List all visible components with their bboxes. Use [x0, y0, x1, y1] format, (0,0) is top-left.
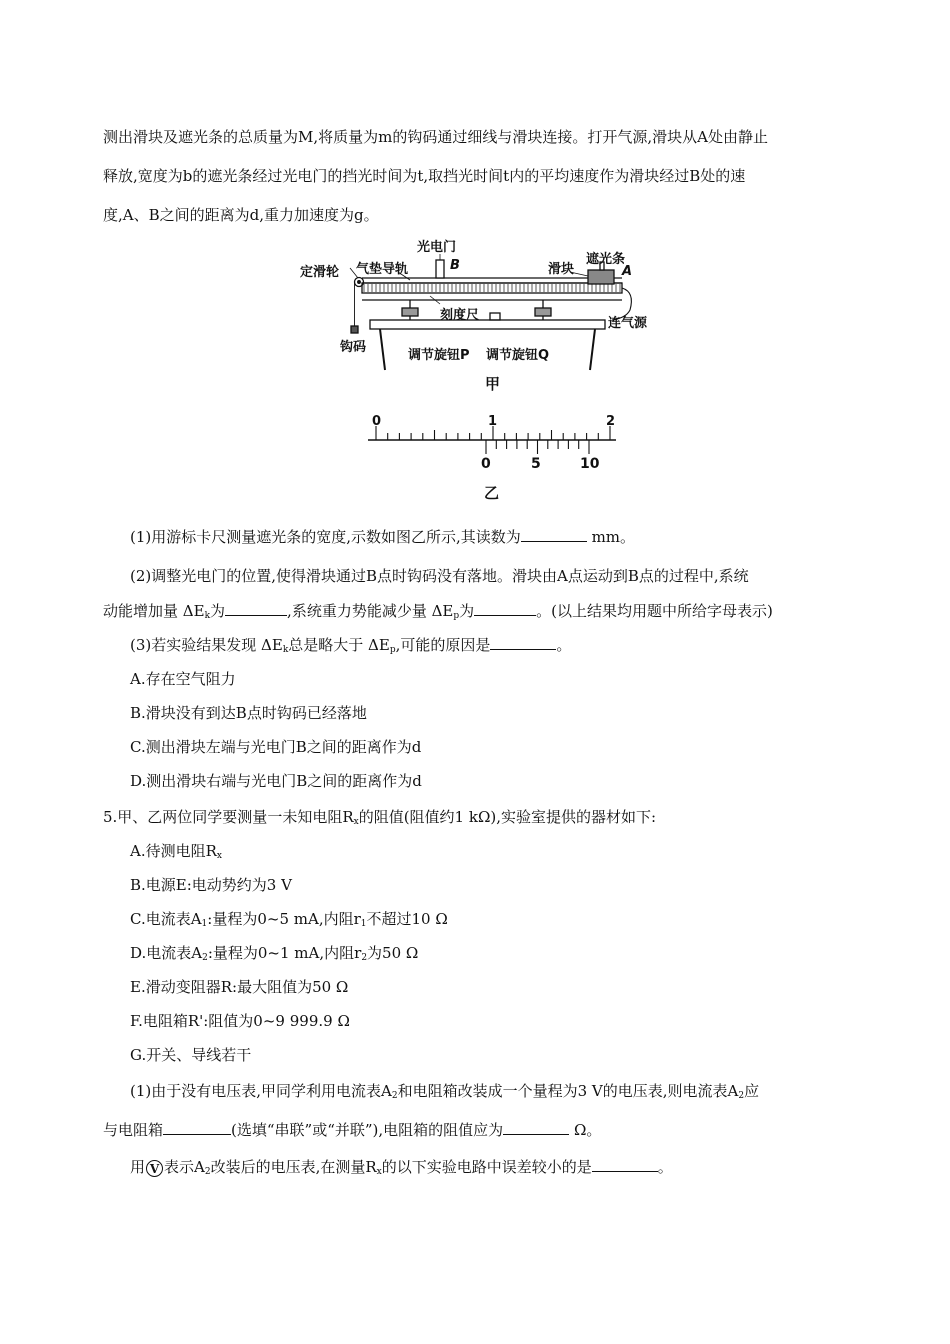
q5-p2-sub1: 2 — [204, 1167, 211, 1177]
q5-p1-sub1: 2 — [391, 1091, 398, 1101]
q1 — [130, 527, 635, 547]
option-b: B.滑块没有到达B点时钩码已经落地 — [130, 704, 367, 722]
q3-k-sub: k — [282, 645, 289, 655]
q5-stem-b: 的阻值(阻值约1 kΩ),实验室提供的器材如下: — [358, 808, 657, 826]
intro-line-2: 释放,宽度为b的遮光条经过光电门的挡光时间为t,取挡光时间t内的平均速度作为滑块经过B处的速 — [103, 167, 746, 185]
q5-p2 — [130, 1157, 673, 1182]
q5-p2-sub2: x — [376, 1167, 382, 1177]
q5-item-a-text: A.待测电阻R — [130, 842, 217, 860]
q5-item-e: E.滑动变阻器R:最大阻值为50 Ω — [130, 978, 349, 996]
main-tick-label-2: 2 — [606, 414, 616, 429]
voltmeter-v-icon: V — [146, 1160, 163, 1177]
q5-p1-sub2: 2 — [738, 1091, 745, 1101]
intro-line-3: 度,A、B之间的距离为d,重力加速度为g。 — [103, 206, 379, 224]
q3-answer-blank[interactable] — [490, 635, 556, 650]
q5-p1-l2b: (选填“串联”或“并联”),电阻箱的阻值应为 — [231, 1121, 504, 1139]
q5-p2-d: 的以下实验电路中误差较小的是 — [381, 1158, 592, 1176]
q1-unit: mm。 — [586, 528, 636, 546]
vernier-tick-label-5: 5 — [531, 456, 541, 472]
q5-resistance-blank[interactable] — [503, 1120, 569, 1135]
q5-p1-a: (1)由于没有电压表,甲同学利用电流表A — [130, 1082, 392, 1100]
figure-jia-caption: 甲 — [485, 375, 501, 393]
option-a: A.存在空气阻力 — [130, 670, 236, 688]
q5-p2-b: 表示A — [164, 1158, 205, 1176]
q2-ek-wei: 为 — [210, 602, 226, 620]
q5-item-c — [130, 909, 448, 934]
q5-item-a-sub: x — [216, 851, 222, 861]
label-a: A — [622, 264, 633, 279]
label-shade: 遮光条 — [586, 252, 626, 267]
label-photogate: 光电门 — [417, 240, 457, 255]
q1-text: (1)用游标卡尺测量遮光条的宽度,示数如图乙所示,其读数为 — [130, 528, 521, 546]
q1-answer-blank[interactable] — [521, 527, 587, 542]
q5-item-d-c: 为50 Ω — [367, 944, 419, 962]
q5-p2-c: 改装后的电压表,在测量R — [210, 1158, 377, 1176]
q3-text-a: (3)若实验结果发现 ΔE — [130, 636, 283, 654]
q2-line-1: (2)调整光电门的位置,使得滑块通过B点时钩码没有落地。滑块由A点运动到B点的过程中,系统 — [130, 567, 749, 585]
intro-line-1: 测出滑块及遮光条的总质量为M,将质量为m的钩码通过细线与滑块连接。打开气源,滑块从A处由静止 — [103, 128, 768, 146]
label-airtrack: 气垫导轨 — [356, 262, 409, 277]
q5-p2-e: 。 — [657, 1158, 673, 1176]
q3-p-sub: p — [389, 645, 396, 655]
q5-stem-sub: x — [353, 817, 359, 827]
q5-item-c-b: :量程为0~5 mA,内阻r — [207, 910, 361, 928]
vernier-tick-label-10: 10 — [580, 456, 600, 472]
q5-p1-l2a: 与电阻箱 — [103, 1121, 164, 1139]
q5-item-c-c: 不超过10 Ω — [366, 910, 448, 928]
q5-item-c-sub1: 1 — [201, 919, 208, 929]
figure-yi — [360, 412, 630, 482]
q5-item-d — [130, 943, 418, 968]
q2-note: 。(以上结果均用题中所给字母表示) — [536, 602, 773, 620]
q5-p1-l2c: Ω。 — [569, 1121, 602, 1139]
q5-item-a — [130, 841, 222, 866]
label-knob-p: 调节旋钮P — [408, 348, 470, 363]
figure-yi-caption: 乙 — [484, 484, 500, 502]
label-slider: 滑块 — [548, 262, 575, 277]
q2-ep-blank[interactable] — [474, 601, 536, 616]
q5-p1-c: 应 — [744, 1082, 760, 1100]
q2-line-2 — [103, 601, 773, 626]
q5-item-c-a: C.电流表A — [130, 910, 202, 928]
q5-item-b: B.电源E:电动势约为3 V — [130, 876, 292, 894]
q5-stem-a: 5.甲、乙两位同学要测量一未知电阻R — [103, 808, 354, 826]
q5-item-d-sub1: 2 — [202, 953, 208, 963]
q2-ek-text: 动能增加量 ΔE — [103, 602, 205, 620]
q5-p1-line-1 — [130, 1081, 759, 1106]
q2-ep-wei: 为 — [459, 602, 475, 620]
q5-connection-blank[interactable] — [163, 1120, 231, 1135]
option-c: C.测出滑块左端与光电门B之间的距离作为d — [130, 738, 422, 756]
q3-text-c: ,可能的原因是 — [395, 636, 491, 654]
q5-item-d-b: :量程为0~1 mA,内阻r — [207, 944, 362, 962]
q2-ep-text: ,系统重力势能减少量 ΔE — [287, 602, 454, 620]
label-b: B — [450, 258, 460, 273]
q3-text-d: 。 — [556, 636, 572, 654]
q2-ek-sub: k — [204, 611, 211, 621]
figure-jia — [290, 240, 690, 390]
q5-stem — [103, 807, 656, 832]
main-tick-label-1: 1 — [488, 414, 498, 429]
q5-item-f: F.电阻箱R':阻值为0~9 999.9 Ω — [130, 1012, 350, 1030]
option-d: D.测出滑块右端与光电门B之间的距离作为d — [130, 772, 422, 790]
q5-p1-b: 和电阻箱改装成一个量程为3 V的电压表,则电流表A — [397, 1082, 739, 1100]
q5-item-g: G.开关、导线若干 — [130, 1046, 252, 1064]
vernier-tick-label-0: 0 — [481, 456, 491, 472]
q5-p1-line-2 — [103, 1120, 601, 1140]
main-tick-label-0: 0 — [372, 414, 382, 429]
q3-text-b: 总是略大于 ΔE — [288, 636, 390, 654]
q5-item-d-sub2: 2 — [361, 953, 368, 963]
q5-circuit-blank[interactable] — [592, 1157, 658, 1172]
label-air-source: 连气源 — [608, 316, 648, 331]
label-scale: 刻度尺 — [440, 308, 480, 323]
q5-p2-a: 用 — [130, 1158, 146, 1176]
label-pulley: 定滑轮 — [300, 265, 340, 280]
q5-item-c-sub2: 1 — [360, 919, 367, 929]
q3 — [130, 635, 571, 660]
q2-ek-blank[interactable] — [225, 601, 287, 616]
label-weight: 钩码 — [340, 340, 367, 355]
q2-ep-sub: p — [453, 611, 460, 621]
q5-item-d-a: D.电流表A — [130, 944, 203, 962]
label-knob-q: 调节旋钮Q — [486, 348, 550, 363]
